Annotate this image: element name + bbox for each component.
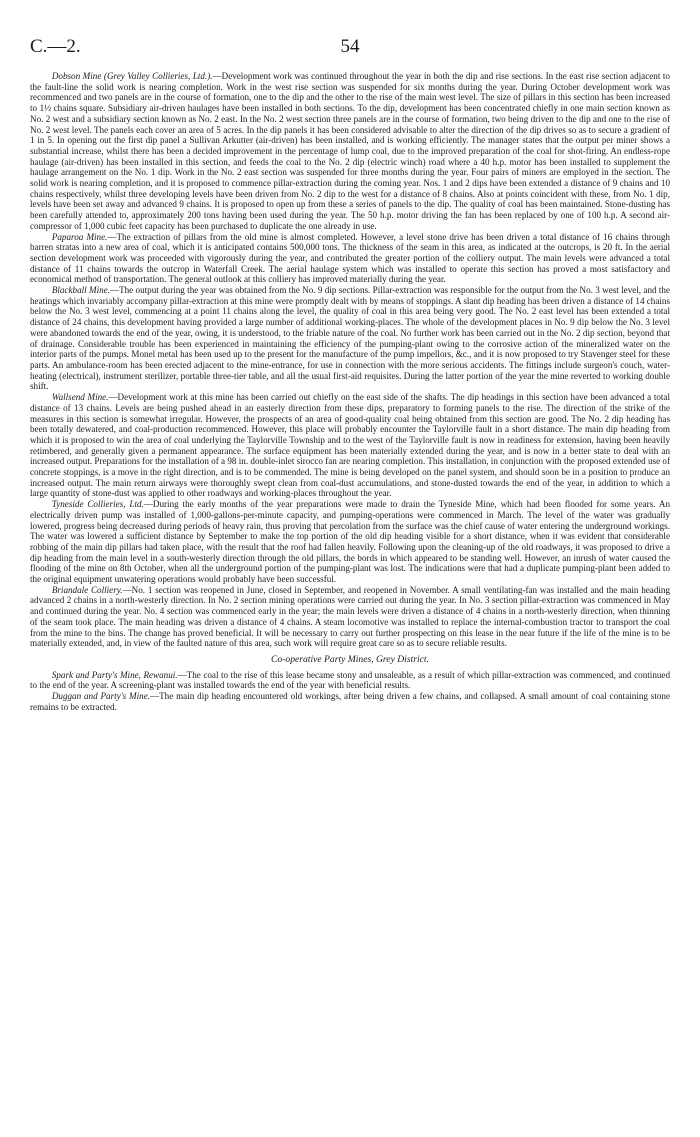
paragraph-text: —Development work at this mine has been carried out chiefly on the east side of the shafts. The dip headings in this section have been advanced a total distance of 13 chains. Levels are being pushed ahead in an easterly direction from these dips, preparatory to forming panels to the rise. The direction of the strike of the measures in this section is somewhat irregular. However, the prospects of an area of good-quality coal being obtained from this section are good. The No. 2 dip heading has been totally dewatered, and coal-production recommenced. However, this place will probably encounter the Taylorville fault in a short distance. The main dip heading from which it is proposed to win the area of coal underlying the Taylorville Township and to the west of the Taylorville fault is now in readiness for extension, having been heavily retimbered, and generally given a permanent appearance. The surface equipment has been materially extended during the year, and is now in a better state to deal with an increased output. Preparations for the installation of a 98 in. double-inlet sirocco fan are nearing completion. This installation, in conjunction with the proposed extended use of concrete stoppings, is a move in the right direction, and is to be commended. The mine is being developed on the panel system, and should soon be in a position to produce an increased output. The main return airways were thoroughly swept clean from coal-dust accumulations, and stone-dusted towards the end of the year, in addition to which a large quantity of stone-dust was applied to other roadways and working-places throughout the year. — [30, 392, 670, 499]
paragraph-text: —The extraction of pillars from the old mine is almost completed. However, a level stone drive has been driven a total distance of 16 chains through barren stratas into a new area of coal, which it is anticipated contains 500,000 tons. The thickness of the seam in this area, as indicated at the outcrops, is 20 ft. In the aerial section development work was proceeded with vigorously during the year, and contributed the greater portion of the colliery output. The main levels were advanced a total distance of 11 chains towards the outcrop in Waterfall Creek. The aerial haulage system which was installed to operate this section has proved a most satisfactory and economical method of transportation. The general outlook at this colliery has improved materially during the year. — [30, 231, 670, 285]
paragraph-duggan-party-mine — [30, 691, 670, 712]
paragraph-dobson-mine — [30, 71, 670, 232]
paragraph-wallsend-mine — [30, 392, 670, 499]
paragraph-briandale-colliery — [30, 585, 670, 649]
paragraph-text: —The coal to the rise of this lease became stony and unsaleable, as a result of which pillar-extraction was commenced, and continued to the end of the year. A screening-plant was installed towards the end of the year with beneficial results. — [30, 669, 670, 691]
paragraph-blackball-mine — [30, 285, 670, 392]
paragraph-lead: Dobson Mine (Grey Valley Collieries, Ltd.). — [51, 71, 213, 81]
paragraph-lead: Briandale Colliery. — [51, 584, 123, 595]
section-heading: Co-operative Party Mines, Grey District. — [271, 653, 429, 665]
paragraph-text: —No. 1 section was reopened in June, closed in September, and reopened in November. A small ventilating-fan was installed and the main heading advanced 2 chains in a north-westerly direction. In No. 2 section mining operations were carried out during the year. In No. 3 section pillar-extraction was commenced in May and continued during the year. No. 4 section was commenced early in the year; the main levels were driven a distance of 4 chains in a north-westerly direction, when thinning of the seam took place. The main heading was driven a distance of 4 chains. A steam locomotive was installed to replace the internal-combustion tractor to transport the coal from the mine to the bins. The change has proved beneficial. It will be necessary to carry out further prospecting on this lease in the near future if the life of the mine is to be materially extended, and, in view of the faulted nature of this area, such work will require great care so as to secure reliable results. — [30, 584, 671, 649]
paragraph-lead: Duggan and Party's Mine. — [51, 691, 151, 702]
paragraph-lead: Spark and Party's Mine, Rewanui. — [51, 669, 178, 680]
page-header — [30, 36, 670, 60]
report-body — [30, 71, 670, 712]
paragraph-text: —The main dip heading encountered old workings, after being driven a few chains, and collapsed. A small amount of coal containing stone remains to be extracted. — [30, 691, 670, 712]
paragraph-paparoa-mine — [30, 232, 670, 286]
paragraph-lead: Tyneside Collieries, Ltd. — [51, 499, 144, 510]
paragraph-text: —During the early months of the year preparations were made to drain the Tyneside Mine, which had been flooded for some years. An electrically driven pump was installed of 1,000-gallons-per-minute capacity, and pumping-operations were commenced in March. The level of the water was gradually lowered, progress being decreased during periods of heavy rain, thus proving that percolation from the surface was the chief cause of water entering the underground workings. The water was lowered a sufficient distance by September to make the top portion of the old dip heading visible for a short distance, when it was evident that considerable robbing of the main dip pillars had taken place, with the result that the roof had fallen heavily. Following upon the cleaning-up of the old roadways, it was proposed to drive a dip heading from the main level in a south-westerly direction through the old pillars, the bords in which appeared to be standing well. However, an inrush of water caused the flooding of the mine on 8th October, when all the underground portion of the pumping-plant was lost. The indications were that had a duplicate pumping-plant been added to the original equipment unwatering operations would probably have been successful. — [30, 499, 670, 585]
page-number: 54 — [340, 36, 360, 57]
paragraph-lead: Wallsend Mine. — [51, 392, 109, 403]
paragraph-text: —Development work was continued throughout the year in both the dip and rise sections. In the east rise section adjacent to the fault-line the solid work is nearing completion. Work in the west rise section was suspended for six months during the year. During October development work was recommenced and two panels are in the course of formation, one to the dip and the other to the rise of the main west level. The size of pillars in this section has been increased to 1½ chains square. Subsidiary air-driven haulages have been installed in both sections. To the dip, development has been concentrated chiefly in one main section known as No. 2 west and a subsidiary section known as No. 2 east. In the No. 2 west section three panels are in the course of formation, two being driven to the dip and one to the rise of No. 2 west level. The panels each cover an area of 5 acres. In the dip panels it has been considered advisable to alter the direction of the dip drives so as to secure a gradient of 1 in 5. In opening out the first dip panel a Sullivan Arkutter (air-driven) has been installed, and is working efficiently. The manager states that the output per miner shows a substantial increase, whilst there has been a decided improvement in the percentage of lump coal, due to the improved preparation of the coal for shot-firing. An endless-rope haulage (air-driven) has been installed in this section, and feeds the coal to the No. 2 dip (electric winch) road where a 40 h.p. motor has been installed to supplement the haulage arrangement on the No. 1 dip. Work in the No. 2 east section was suspended for three months during the year. Four pairs of miners are employed in the section. The solid work is nearing completion, and it is proposed to commence pillar-extraction during the coming year. Nos. 1 and 2 dips have been extended a distance of 9 chains and 10 chains respectively, whilst three developing levels have been driven from No. 2 dip to the west for a distance of 8 chains. Also at points coincident with these, from No. 1 dip, levels have been set away and advanced 9 chains. It is proposed to open up from these a series of panels to the dip. The quality of coal has been maintained. Stone-dusting has been carefully attended to, approximately 200 tons having been used during the year. The 50 h.p. motor driving the fan has been replaced by one of 100 h.p. A second air-compressor of 1,000 cubic feet capacity has been purchased to duplicate the one already in use. — [30, 71, 670, 231]
paragraph-tyneside-collieries — [30, 499, 670, 585]
paragraph-lead: Paparoa Mine. — [51, 231, 108, 242]
paragraph-lead: Blackball Mine. — [51, 285, 110, 296]
document-code: C.—2. — [30, 36, 81, 57]
paragraph-spark-party-mine — [30, 670, 670, 691]
paragraph-text: —The output during the year was obtained from the No. 9 dip sections. Pillar-extraction was responsible for the output from the No. 3 west level, and the heatings which invariably accompany pillar-extraction at this mine were promptly dealt with by means of stoppings. A slant dip heading has been driven a distance of 14 chains below the No. 3 west level, commencing at a point 11 chains along the level, the quality of coal in this area being very good. The No. 2 east level has been extended a total distance of 24 chains, this development having provided a large number of additional working-places. The whole of the development places in No. 9 dip below the No. 3 level were abandoned towards the end of the year, owing, it is understood, to the friable nature of the coal. No further work has been carried out in the No. 2 dip section, beyond that of drainage. Considerable trouble has been experienced in maintaining the efficiency of the pumping-plant owing to the corrosive action of the mineralized water on the interior parts of the pumps. Monel metal has been used up to the present for the manufacture of the pump impellors, &c., and it is now proposed to try Stavenger steel for these parts. An ambulance-room has been erected adjacent to the mine-entrance, for use in connection with the more serious accidents. The fittings include surgeon's couch, water-heating (electrical), instrument sterilizer, portable three-tier table, and all the usual first-aid requisites. During the latter portion of the year the mine reverted to working double shift. — [30, 285, 670, 392]
